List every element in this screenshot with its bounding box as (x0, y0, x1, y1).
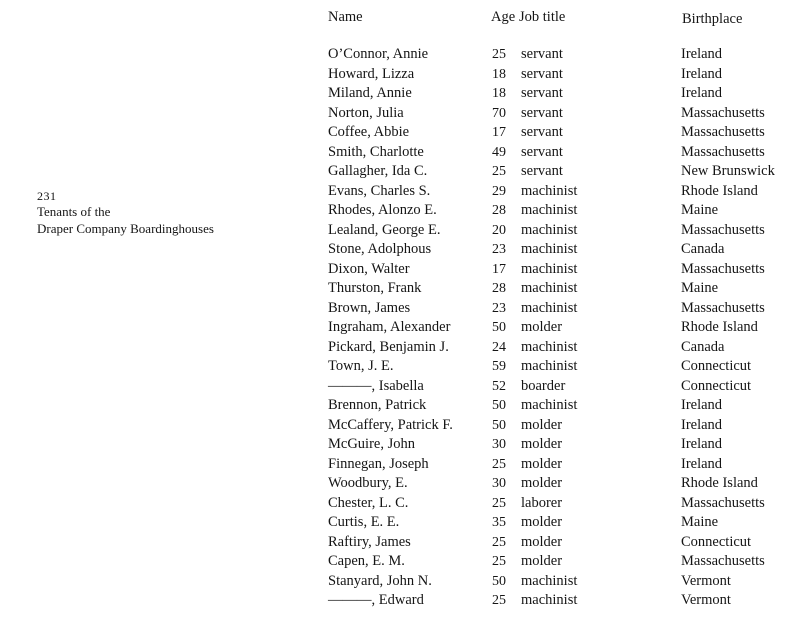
cell-name: Woodbury, E. (328, 475, 408, 491)
cell-age: 18 (492, 66, 506, 82)
table-row (328, 123, 798, 143)
table-row (328, 65, 798, 85)
cell-name: Chester, L. C. (328, 494, 409, 511)
cell-name: Howard, Lizza (328, 65, 415, 82)
cell-job-title: molder (521, 553, 563, 569)
cell-name: Miland, Annie (328, 85, 412, 101)
cell-name: Stone, Adolphous (328, 241, 432, 257)
cell-name: Pickard, Benjamin J. (328, 338, 449, 355)
cell-name: ———, Edward (328, 592, 424, 608)
cell-name: McCaffery, Patrick F. (328, 416, 453, 433)
cell-job-title: machinist (521, 338, 578, 355)
cell-age: 52 (492, 378, 506, 394)
caption-line: Tenants of the (37, 204, 111, 219)
cell-birthplace: Maine (681, 514, 719, 530)
table-row (328, 318, 798, 338)
table-row (328, 279, 798, 299)
cell-name: Brown, James (328, 299, 411, 316)
cell-job-title: machinist (521, 221, 578, 238)
cell-birthplace: Massachusetts (681, 494, 765, 511)
cell-job-title: servant (521, 124, 563, 140)
table-row (328, 396, 798, 416)
cell-name: Finnegan, Joseph (328, 455, 429, 472)
table-row (328, 45, 798, 65)
cell-name: Raftiry, James (328, 533, 411, 550)
cell-job-title: servant (521, 85, 563, 101)
cell-age: 50 (492, 320, 506, 335)
table-row (328, 299, 798, 319)
cell-age: 18 (492, 86, 506, 101)
cell-job-title: servant (521, 143, 563, 160)
cell-age: 23 (492, 242, 506, 257)
cell-job-title: machinist (521, 397, 578, 413)
cell-job-title: machinist (521, 182, 578, 199)
cell-birthplace: Maine (681, 202, 719, 218)
cell-job-title: machinist (521, 202, 578, 218)
cell-age: 59 (492, 359, 506, 374)
cell-age: 24 (492, 339, 506, 355)
table-row (328, 552, 798, 572)
page-number: 231 (37, 189, 57, 203)
table-row (328, 84, 798, 104)
cell-birthplace: Massachusetts (681, 104, 765, 121)
cell-job-title: laborer (521, 494, 563, 511)
cell-age: 17 (492, 261, 506, 277)
cell-name: Town, J. E. (328, 358, 394, 374)
cell-age: 25 (492, 554, 506, 569)
cell-name: ———, Isabella (328, 377, 424, 394)
cell-name: Rhodes, Alonzo E. (328, 202, 437, 218)
cell-birthplace: Massachusetts (681, 124, 765, 140)
cell-age: 30 (492, 437, 506, 452)
cell-age: 25 (492, 456, 506, 472)
table-row (328, 572, 798, 592)
cell-name: Capen, E. M. (328, 553, 405, 569)
table-row (328, 221, 798, 241)
cell-name: Thurston, Frank (328, 280, 422, 296)
cell-job-title: molder (521, 319, 563, 335)
cell-job-title: molder (521, 436, 563, 452)
cell-birthplace: Connecticut (681, 377, 752, 394)
table-row (328, 338, 798, 358)
cell-age: 29 (492, 183, 506, 199)
cell-age: 25 (492, 495, 506, 511)
cell-birthplace: Ireland (681, 416, 723, 433)
cell-job-title: servant (521, 163, 563, 179)
table-row (328, 260, 798, 280)
cell-name: Gallagher, Ida C. (328, 163, 428, 179)
cell-birthplace: Connecticut (681, 358, 752, 374)
header-birthplace: Birthplace (682, 11, 743, 27)
cell-job-title: machinist (521, 592, 578, 608)
cell-birthplace: New Brunswick (681, 163, 775, 179)
cell-age: 50 (492, 573, 506, 589)
table-row (328, 201, 798, 221)
cell-job-title: machinist (521, 280, 578, 296)
cell-job-title: servant (521, 104, 563, 121)
cell-name: McGuire, John (328, 436, 415, 452)
cell-age: 28 (492, 281, 506, 296)
cell-job-title: machinist (521, 572, 578, 589)
cell-name: Ingraham, Alexander (328, 319, 451, 335)
cell-age: 50 (492, 417, 506, 433)
cell-job-title: machinist (521, 260, 578, 277)
cell-age: 25 (492, 534, 506, 550)
cell-birthplace: Canada (681, 338, 725, 355)
cell-age: 23 (492, 300, 506, 316)
side-note (37, 189, 277, 237)
cell-birthplace: Ireland (681, 46, 723, 62)
cell-birthplace: Massachusetts (681, 143, 765, 160)
cell-job-title: molder (521, 533, 563, 550)
cell-age: 28 (492, 203, 506, 218)
header-job-title: Job title (519, 9, 566, 25)
cell-birthplace: Massachusetts (681, 260, 765, 277)
cell-job-title: molder (521, 514, 563, 530)
tenants-table (328, 7, 798, 611)
cell-age: 70 (492, 105, 506, 121)
cell-name: Stanyard, John N. (328, 572, 432, 589)
caption-line: Draper Company Boardinghouses (37, 221, 214, 236)
table-row (328, 162, 798, 182)
table-row (328, 377, 798, 397)
cell-birthplace: Ireland (681, 85, 723, 101)
cell-job-title: molder (521, 416, 563, 433)
cell-age: 49 (492, 144, 506, 160)
table-row (328, 182, 798, 202)
table-body (328, 45, 798, 611)
table-row (328, 591, 798, 611)
cell-birthplace: Ireland (681, 436, 723, 452)
cell-birthplace: Ireland (681, 397, 723, 413)
header-age: Age (491, 9, 516, 25)
cell-birthplace: Vermont (681, 592, 731, 608)
cell-job-title: servant (521, 65, 563, 82)
table-row (328, 494, 798, 514)
table-row (328, 455, 798, 475)
cell-age: 50 (492, 398, 506, 413)
cell-job-title: boarder (521, 377, 566, 394)
cell-job-title: machinist (521, 241, 578, 257)
cell-birthplace: Massachusetts (681, 553, 765, 569)
table-row (328, 416, 798, 436)
cell-name: O’Connor, Annie (328, 46, 429, 62)
table-row (328, 513, 798, 533)
cell-age: 25 (492, 164, 506, 179)
table-row (328, 474, 798, 494)
cell-job-title: molder (521, 475, 563, 491)
cell-job-title: machinist (521, 358, 578, 374)
cell-name: Norton, Julia (328, 104, 404, 121)
table-row (328, 435, 798, 455)
cell-name: Dixon, Walter (328, 260, 410, 277)
cell-name: Coffee, Abbie (328, 124, 410, 140)
cell-name: Lealand, George E. (328, 221, 441, 238)
cell-age: 25 (492, 47, 506, 62)
cell-name: Smith, Charlotte (328, 143, 424, 160)
cell-job-title: molder (521, 455, 563, 472)
cell-age: 20 (492, 222, 506, 238)
table-header-row (328, 7, 798, 28)
cell-name: Brennon, Patrick (328, 397, 427, 413)
table-row (328, 240, 798, 260)
table-row (328, 533, 798, 553)
cell-job-title: machinist (521, 299, 578, 316)
table-row (328, 143, 798, 163)
cell-age: 30 (492, 476, 506, 491)
cell-birthplace: Rhode Island (681, 319, 758, 335)
cell-birthplace: Canada (681, 241, 725, 257)
cell-birthplace: Vermont (681, 572, 731, 589)
cell-name: Curtis, E. E. (328, 514, 400, 530)
cell-birthplace: Rhode Island (681, 475, 758, 491)
cell-age: 17 (492, 125, 506, 140)
cell-birthplace: Massachusetts (681, 299, 765, 316)
cell-birthplace: Connecticut (681, 533, 752, 550)
table-row (328, 357, 798, 377)
cell-job-title: servant (521, 46, 563, 62)
header-name: Name (328, 9, 363, 25)
cell-birthplace: Maine (681, 280, 719, 296)
cell-age: 25 (492, 593, 506, 608)
cell-birthplace: Massachusetts (681, 221, 765, 238)
cell-birthplace: Rhode Island (681, 182, 758, 199)
table-row (328, 104, 798, 124)
cell-age: 35 (492, 515, 506, 530)
cell-birthplace: Ireland (681, 455, 723, 472)
cell-name: Evans, Charles S. (328, 182, 431, 199)
cell-birthplace: Ireland (681, 65, 723, 82)
